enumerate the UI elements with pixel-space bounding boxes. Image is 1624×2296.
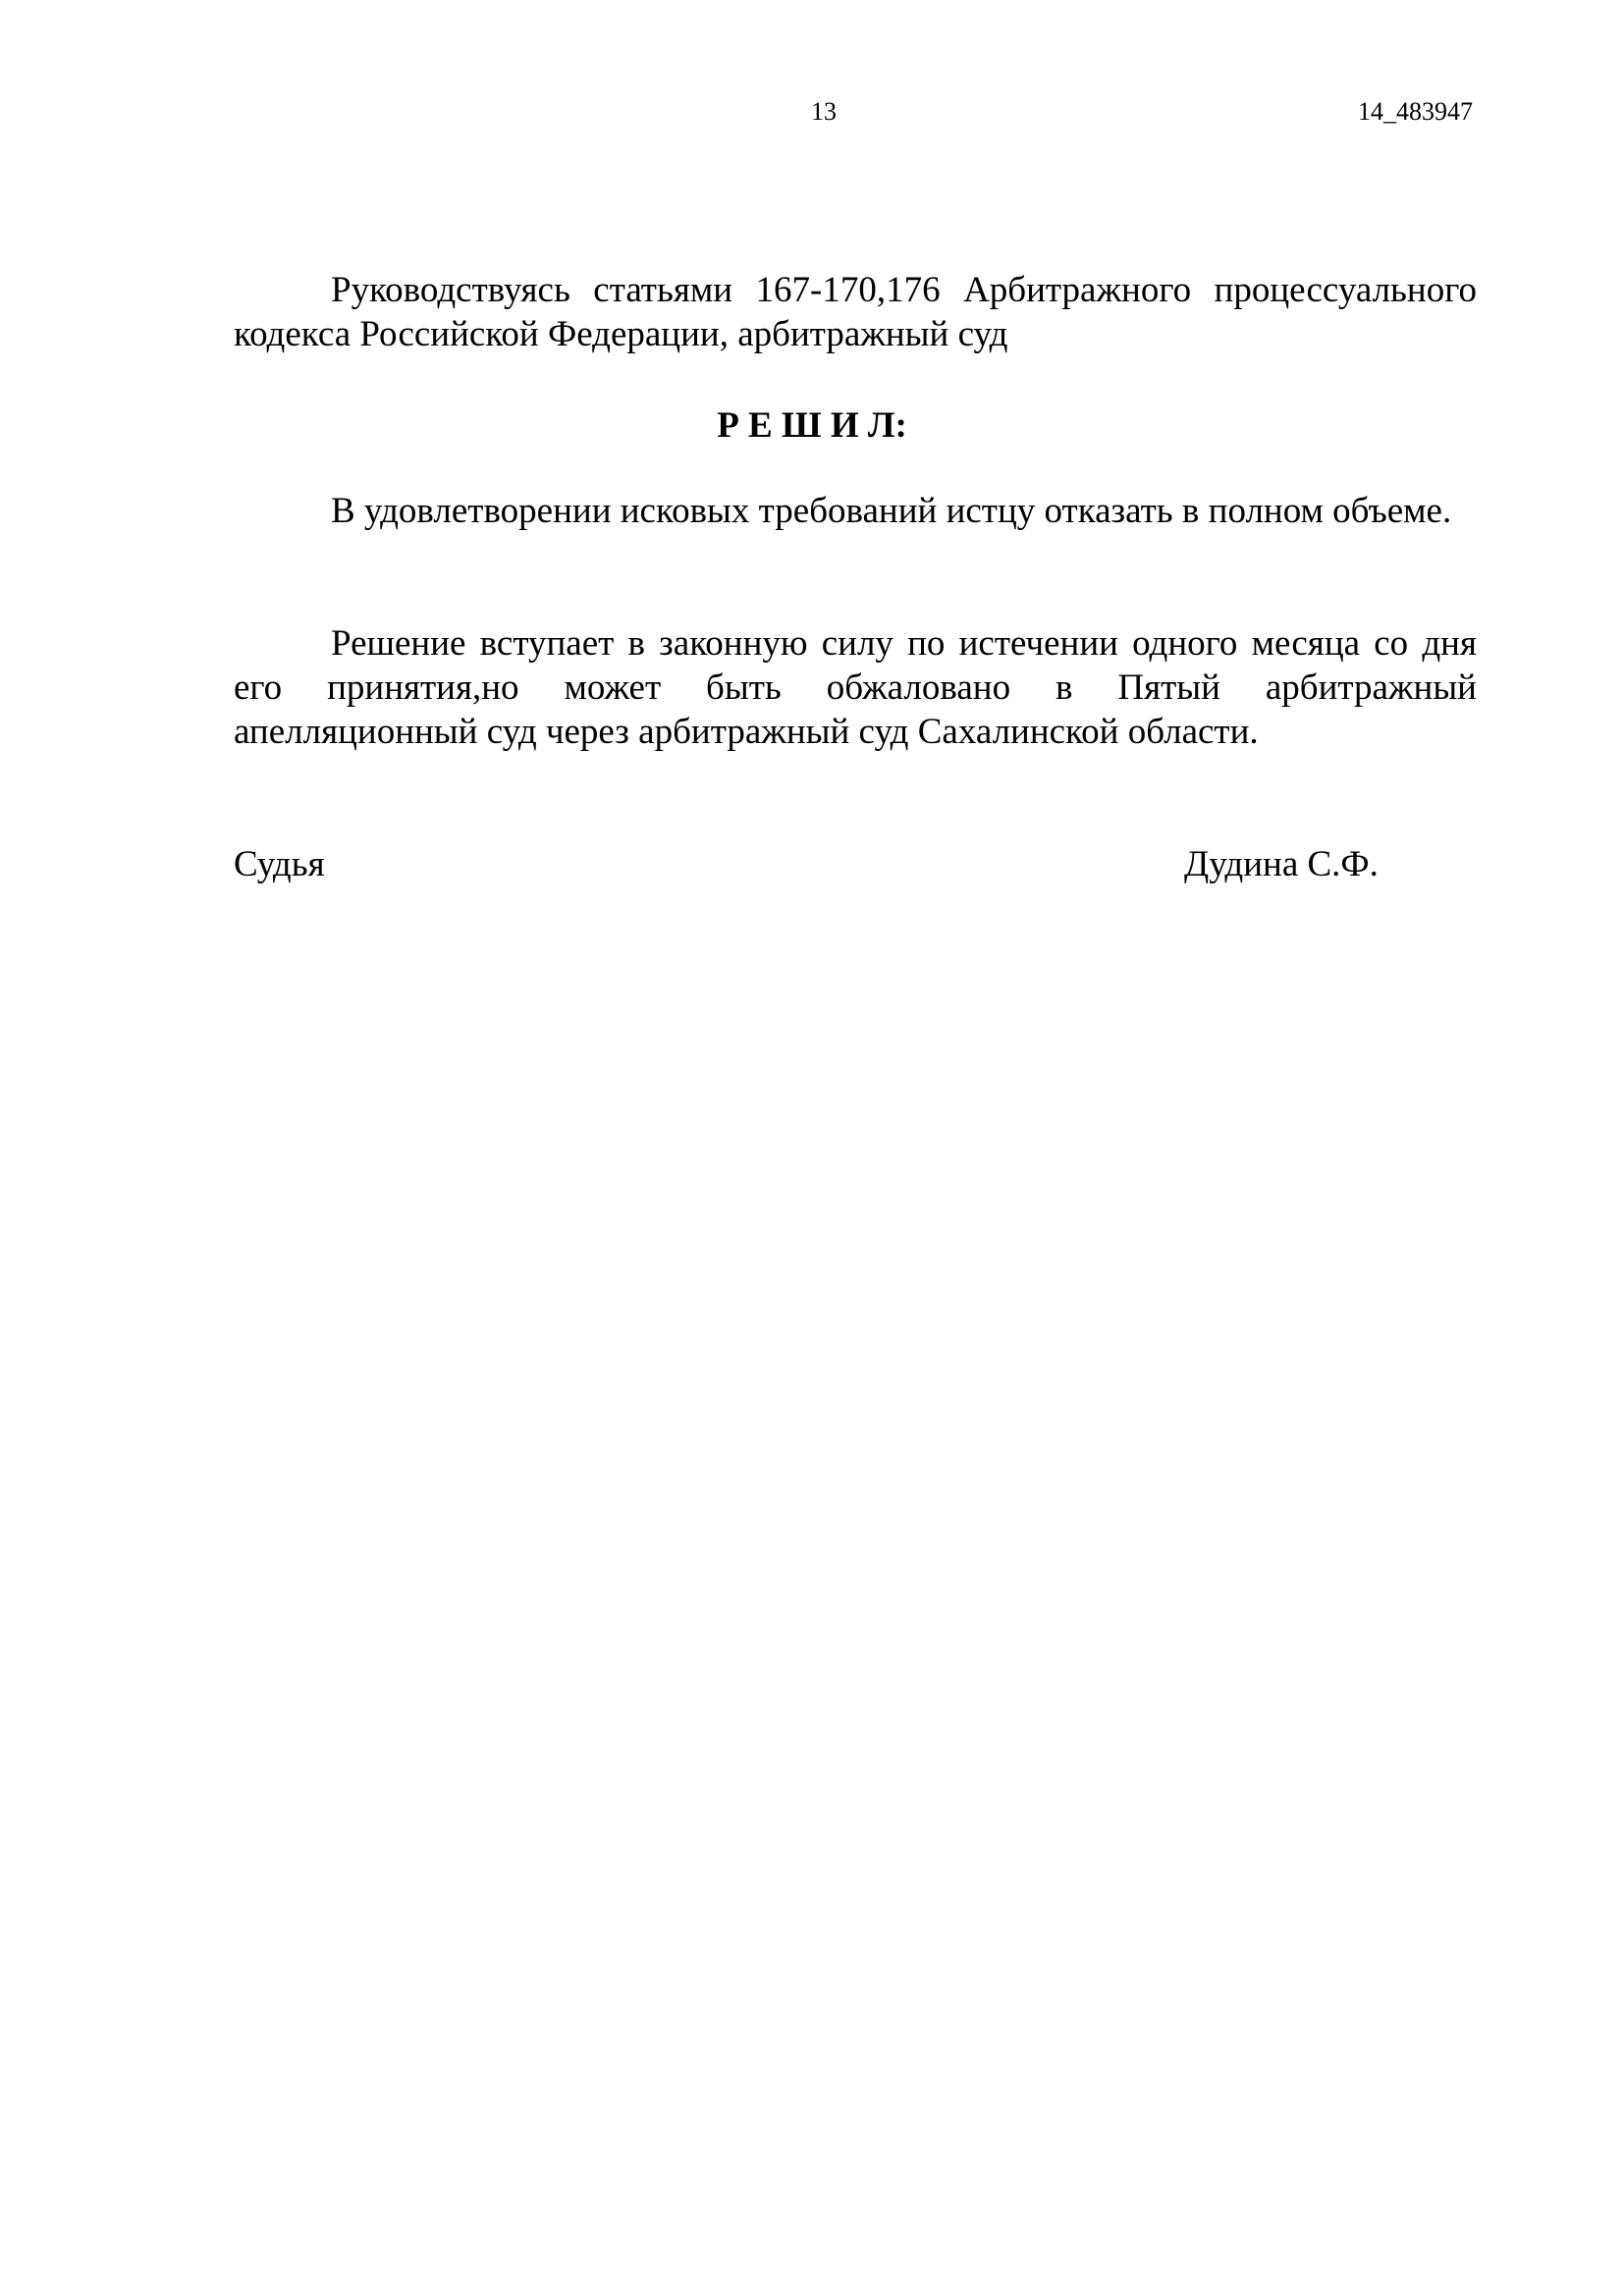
signature-role: Судья [234,844,325,884]
page-number: 13 [811,97,837,126]
document-id: 14_483947 [1358,97,1473,126]
legal-basis-paragraph: Руководствуясь статьями 167-170,176 Арбитражного процессуального кодекса Российской Федерации, арбитражный суд [234,270,1477,354]
decision-title: Р Е Ш И Л: [717,405,907,446]
signature-name: Дудина С.Ф. [1184,844,1379,884]
decision-paragraph: В удовлетворении исковых требований истцу отказать в полном объеме. [331,491,1452,531]
appeal-paragraph: Решение вступает в законную силу по истечении одного месяца со дня его принятия,но может быть обжаловано в Пятый арбитражный апелляционный суд через арбитражный суд Сахалинской области. [234,623,1477,752]
